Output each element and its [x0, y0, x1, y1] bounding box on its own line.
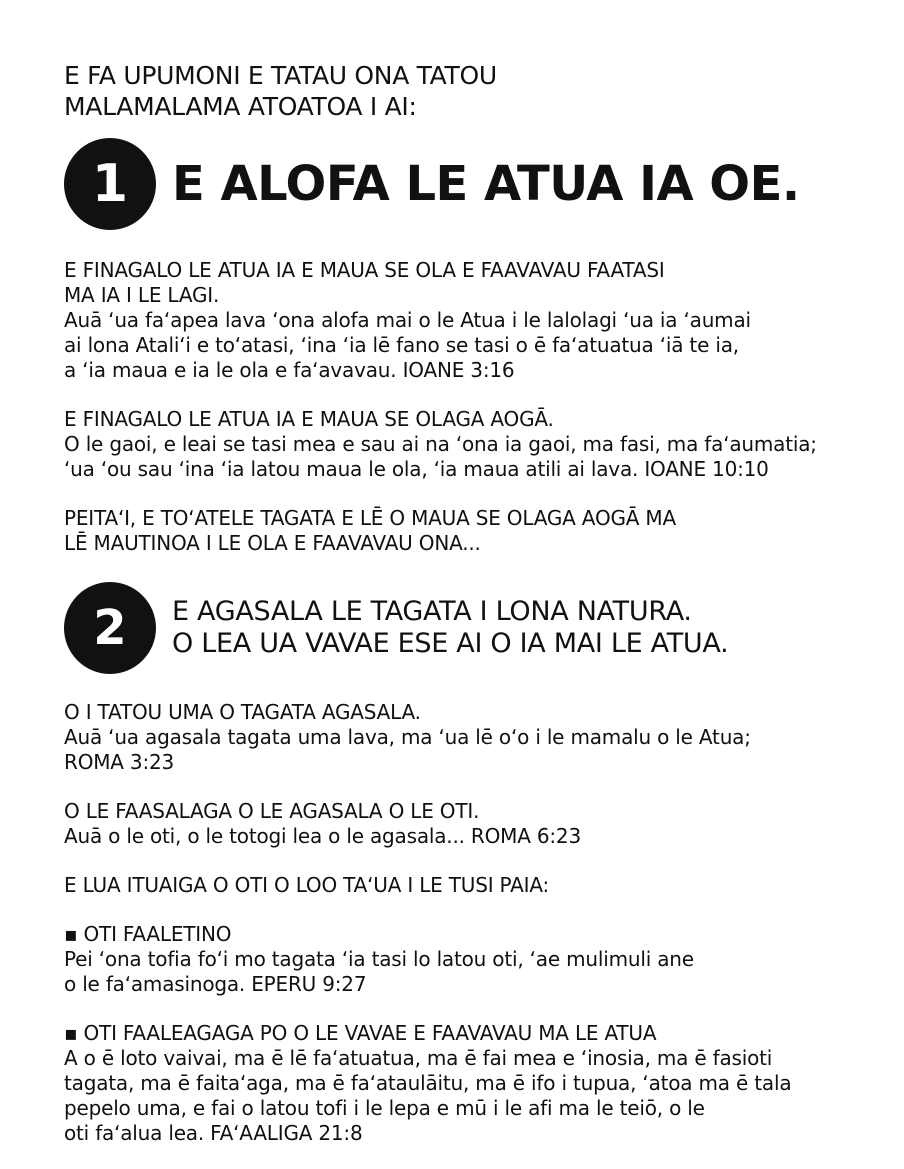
- section-heading: E FINAGALO LE ATUA IA E MAUA SE OLA E FAAVAVAU FAATASI: [64, 258, 665, 282]
- intro-line: E FA UPUMONI E TATAU ONA TATOU: [64, 61, 497, 90]
- point-2-section-5: [64, 1021, 864, 1146]
- point-1-section-2: [64, 407, 864, 482]
- intro-heading: [64, 60, 864, 122]
- point-2-title-line: O LEA UA VAVAE ESE AI O IA MAI LE ATUA.: [172, 628, 729, 659]
- point-1-number-badge: 1: [64, 138, 156, 230]
- section-body: a ʻia maua e ia le ola e faʻavavau. IOANE 3:16: [64, 358, 515, 382]
- section-body: Auā o le oti, o le totogi lea o le agasala... ROMA 6:23: [64, 824, 581, 848]
- point-1-section-3: [64, 506, 864, 556]
- point-1-section-1: [64, 258, 864, 383]
- section-heading: LĒ MAUTINOA I LE OLA E FAAVAVAU ONA...: [64, 531, 481, 555]
- document-page: [64, 60, 864, 1146]
- section-heading: E LUA ITUAIGA O OTI O LOO TA‘UA I LE TUSI PAIA:: [64, 873, 549, 897]
- intro-line: MALAMALAMA ATOATOA I AI:: [64, 92, 417, 121]
- section-body: o le faʻamasinoga. EPERU 9:27: [64, 972, 367, 996]
- point-2-section-1: [64, 700, 864, 775]
- point-1-header: [64, 138, 864, 230]
- point-2-header: [64, 582, 864, 674]
- section-heading: ▪ OTI FAALEAGAGA PO O LE VAVAE E FAAVAVAU MA LE ATUA: [64, 1021, 657, 1045]
- section-body: Auā ʻua agasala tagata uma lava, ma ʻua lē o‘o i le mamalu o le Atua;: [64, 725, 751, 749]
- section-body: ai lona Atali‘i e to‘atasi, ʻina ʻia lē fano se tasi o ē faʻatuatua ʻiā te ia,: [64, 333, 739, 357]
- point-2-section-3: [64, 873, 864, 898]
- section-body: oti faʻalua lea. FAʻAALIGA 21:8: [64, 1121, 363, 1145]
- point-2-title: [172, 596, 728, 660]
- section-body: A o ē loto vaivai, ma ē lē faʻatuatua, ma ē fai mea e ʻinosia, ma ē fasioti: [64, 1046, 773, 1070]
- section-body: pepelo uma, e fai o latou tofi i le lepa e mū i le afi ma le teiō, o le: [64, 1096, 705, 1120]
- section-body: ROMA 3:23: [64, 750, 175, 774]
- section-body: tagata, ma ē faita‘aga, ma ē faʻataulāitu, ma ē ifo i tupua, ʻatoa ma ē tala: [64, 1071, 792, 1095]
- section-heading: MA IA I LE LAGI.: [64, 283, 220, 307]
- section-body: Pei ʻona tofia fo‘i mo tagata ʻia tasi lo latou oti, ʻae mulimuli ane: [64, 947, 694, 971]
- point-2-number-badge: 2: [64, 582, 156, 674]
- section-body: Auā ʻua faʻapea lava ʻona alofa mai o le Atua i le lalolagi ʻua ia ʻaumai: [64, 308, 751, 332]
- section-heading: O LE FAASALAGA O LE AGASALA O LE OTI.: [64, 799, 480, 823]
- section-body: ʻua ʻou sau ʻina ʻia latou maua le ola, ʻia maua atili ai lava. IOANE 10:10: [64, 457, 769, 481]
- section-heading: O I TATOU UMA O TAGATA AGASALA.: [64, 700, 421, 724]
- section-body: O le gaoi, e leai se tasi mea e sau ai na ʻona ia gaoi, ma fasi, ma faʻaumatia;: [64, 432, 817, 456]
- point-2-section-2: [64, 799, 864, 849]
- point-1-title: E ALOFA LE ATUA IA OE.: [172, 156, 800, 212]
- section-heading: PEITA‘I, E TO‘ATELE TAGATA E LĒ O MAUA SE OLAGA AOGĀ MA: [64, 506, 676, 530]
- point-2-section-4: [64, 922, 864, 997]
- section-heading: E FINAGALO LE ATUA IA E MAUA SE OLAGA AOGĀ.: [64, 407, 554, 431]
- point-2-title-line: E AGASALA LE TAGATA I LONA NATURA.: [172, 596, 692, 627]
- section-heading: ▪ OTI FAALETINO: [64, 922, 232, 946]
